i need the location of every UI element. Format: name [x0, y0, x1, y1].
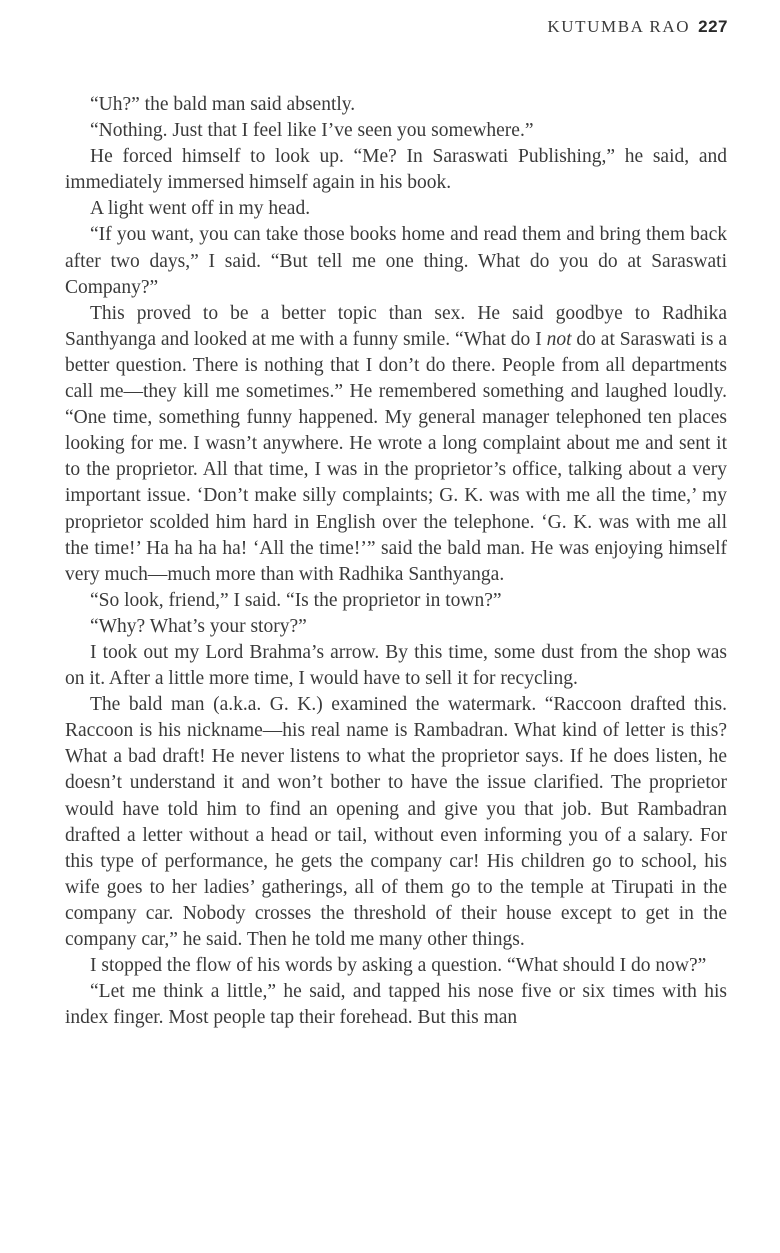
paragraph-text: do at Saraswati is a better question. There is nothing that I don’t do there. People from all departments call me—they kill me sometimes.” He remembered something and laughed loudly. “One time, something funny happened. My general manager telephoned ten places looking for me. I wasn’t anywhere. He wrote a long complaint about me and sent it to the proprietor. All that time, I was in the proprietor’s office, talking about a very important issue. ‘Don’t make silly complaints; G. K. was with me all the time,’ my proprietor scolded him hard in English over the telephone. ‘G. K. was with me all the time!’ Ha ha ha ha! ‘All the time!’” said the bald man. He was enjoying himself very much—much more than with Radhika Santhyanga.	[65, 328, 728, 585]
body-text	[65, 92, 727, 1031]
paragraph: A light went off in my head.	[90, 198, 311, 220]
paragraph: I took out my Lord Brahma’s arrow. By this time, some dust from the shop was on it. After a little more time, I would have to sell it for recycling.	[65, 641, 727, 690]
paragraph: The bald man (a.k.a. G. K.) examined the watermark. “Raccoon drafted this. Raccoon is his nickname—his real name is Rambadran. What kind of letter is this? What a bad draft! He never listens to what the proprietor says. If he does listen, he doesn’t understand it and won’t bother to have the issue clarified. The proprietor would have told him to find an opening and give you that job. But Rambadran drafted a letter without a head or tail, without even informing you of a salary. For this type of performance, he gets the company car! His children go to school, his wife goes to her ladies’ gatherings, all of them go to the temple at Tirupati in the company car. Nobody crosses the threshold of their house except to get in the company car,” he said. Then he told me many other things.	[65, 694, 727, 950]
paragraph	[65, 301, 727, 588]
italic-emphasis: not	[546, 328, 572, 350]
page-number: 227	[698, 17, 728, 36]
paragraph: He forced himself to look up. “Me? In Saraswati Publishing,” he said, and immediately immersed himself again in his book.	[65, 146, 727, 194]
paragraph: “Let me think a little,” he said, and tapped his nose five or six times with his index finger. Most people tap their forehead. But this man	[65, 981, 727, 1029]
paragraph-text: This proved to be a better topic than sex. He said goodbye to Radhika Santhyanga and looked at me with a funny smile. “What do I	[65, 302, 727, 350]
paragraph: “So look, friend,” I said. “Is the proprietor in town?”	[90, 589, 502, 611]
paragraph: “Uh?” the bald man said absently.	[90, 94, 356, 115]
paragraph: “Nothing. Just that I feel like I’ve seen you somewhere.”	[90, 120, 534, 142]
paragraph: “If you want, you can take those books home and read them and bring them back after two days,” I said. “But tell me one thing. What do you do at Saraswati Company?”	[65, 224, 727, 298]
paragraph: “Why? What’s your story?”	[90, 615, 307, 637]
running-header	[547, 17, 728, 37]
running-header-author: KUTUMBA RAO	[547, 17, 691, 36]
paragraph: I stopped the flow of his words by asking a question. “What should I do now?”	[90, 955, 707, 977]
